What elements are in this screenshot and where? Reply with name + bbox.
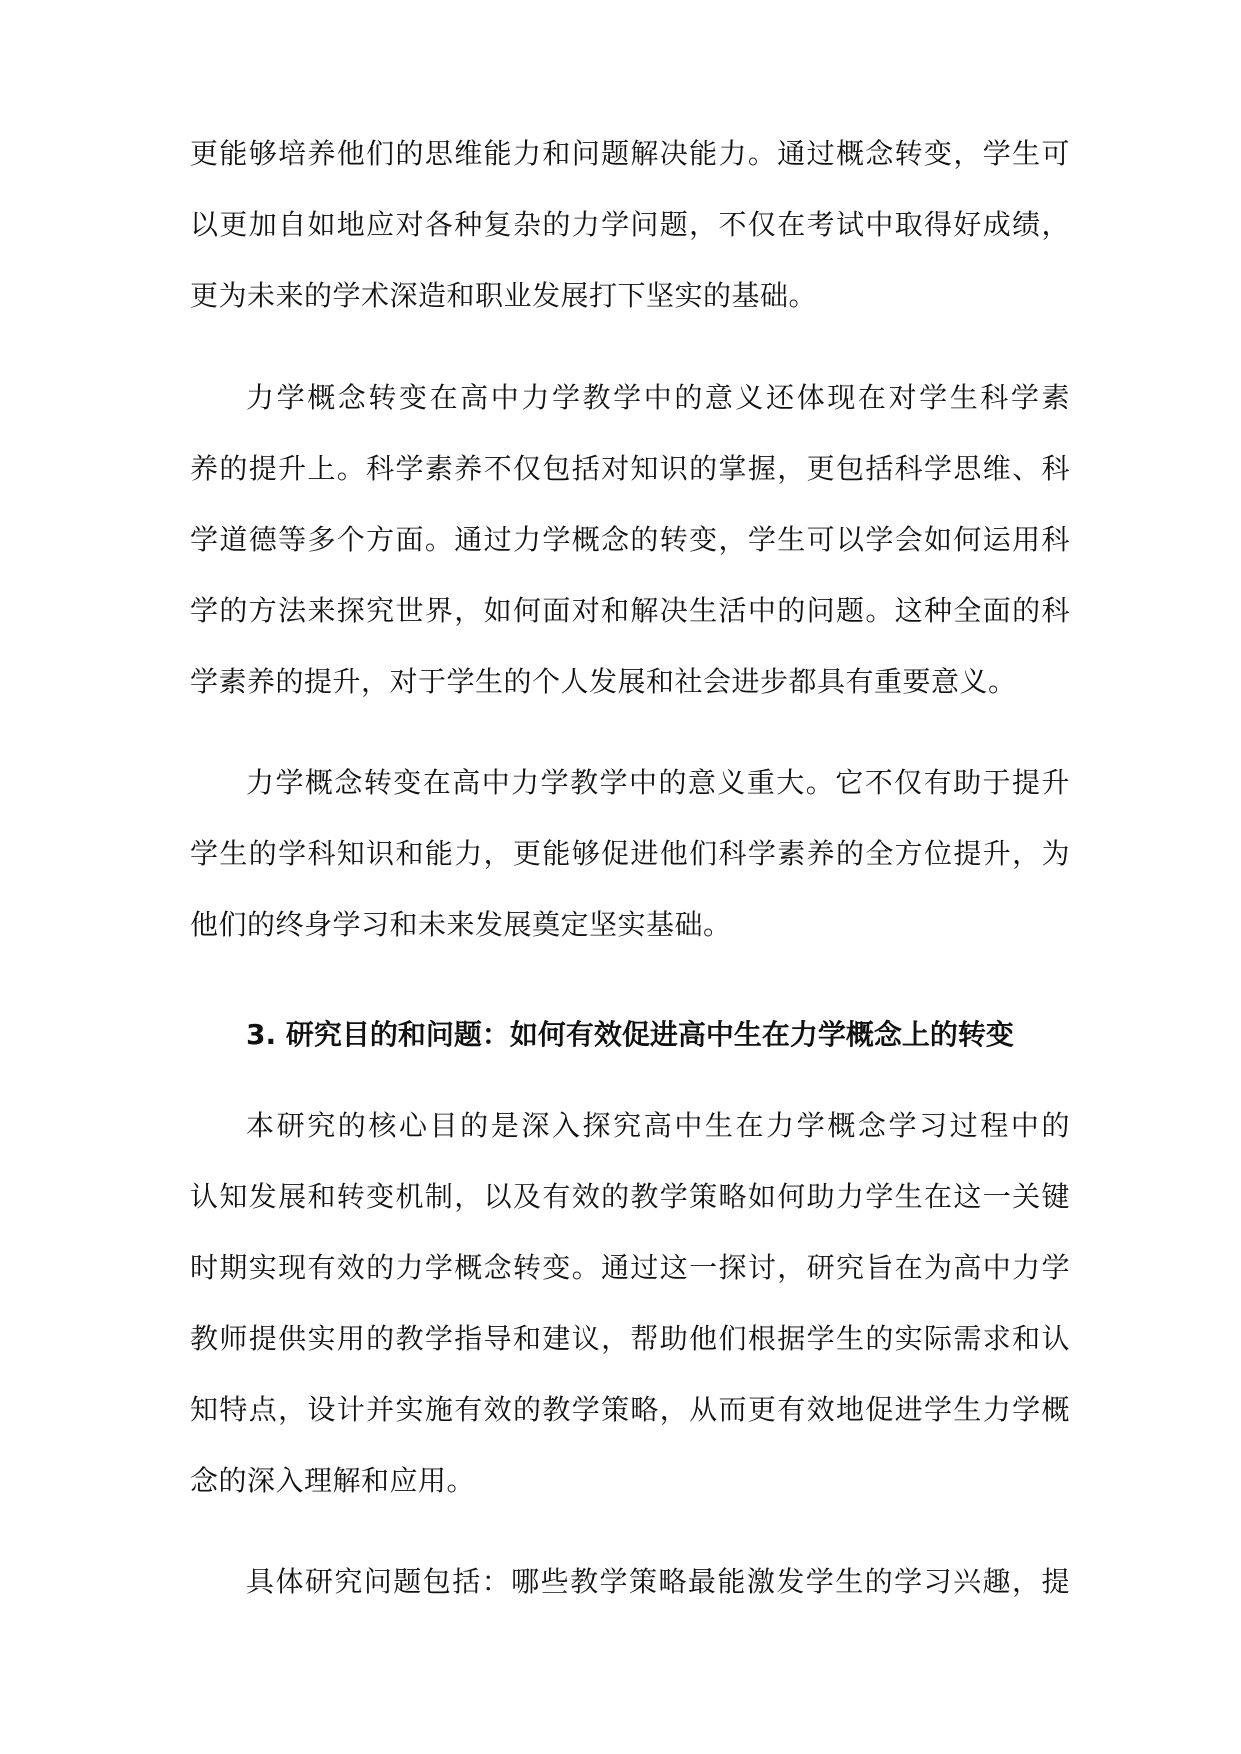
paragraph-line: 力学概念转变在高中力学教学中的意义还体现在对学生科学素 [246, 381, 1070, 414]
paragraph-line: 学生的学科知识和能力，更能够促进他们科学素养的全方位提升，为 [190, 837, 1070, 870]
paragraph-line: 念的深入理解和应用。 [190, 1464, 476, 1497]
paragraph-line: 养的提升上。科学素养不仅包括对知识的掌握，更包括科学思维、科 [190, 452, 1070, 485]
paragraph-line: 具体研究问题包括：哪些教学策略最能激发学生的学习兴趣，提 [246, 1565, 1070, 1598]
paragraph-line: 时期实现有效的力学概念转变。通过这一探讨，研究旨在为高中力学 [190, 1251, 1070, 1284]
paragraph-line: 更能够培养他们的思维能力和问题解决能力。通过概念转变，学生可 [190, 137, 1070, 170]
paragraph-line: 学素养的提升，对于学生的个人发展和社会进步都具有重要意义。 [190, 665, 1017, 698]
paragraph-line: 学的方法来探究世界，如何面对和解决生活中的问题。这种全面的科 [190, 594, 1070, 627]
paragraph-line: 教师提供实用的教学指导和建议，帮助他们根据学生的实际需求和认 [190, 1322, 1070, 1355]
paragraph-line: 学道德等多个方面。通过力学概念的转变，学生可以学会如何运用科 [190, 523, 1070, 556]
paragraph-line: 以更加自如地应对各种复杂的力学问题，不仅在考试中取得好成绩， [190, 208, 1070, 241]
paragraph-line: 他们的终身学习和未来发展奠定坚实基础。 [190, 908, 732, 941]
paragraph-line: 力学概念转变在高中力学教学中的意义重大。它不仅有助于提升 [246, 766, 1070, 799]
paragraph-line: 本研究的核心目的是深入探究高中生在力学概念学习过程中的 [246, 1109, 1070, 1142]
paragraph-line: 认知发展和转变机制，以及有效的教学策略如何助力学生在这一关键 [190, 1180, 1070, 1213]
paragraph-line: 更为未来的学术深造和职业发展打下坚实的基础。 [190, 279, 818, 312]
section-heading: 3. 研究目的和问题：如何有效促进高中生在力学概念上的转变 [246, 1018, 1014, 1051]
paragraph-line: 知特点，设计并实施有效的教学策略，从而更有效地促进学生力学概 [190, 1393, 1070, 1426]
